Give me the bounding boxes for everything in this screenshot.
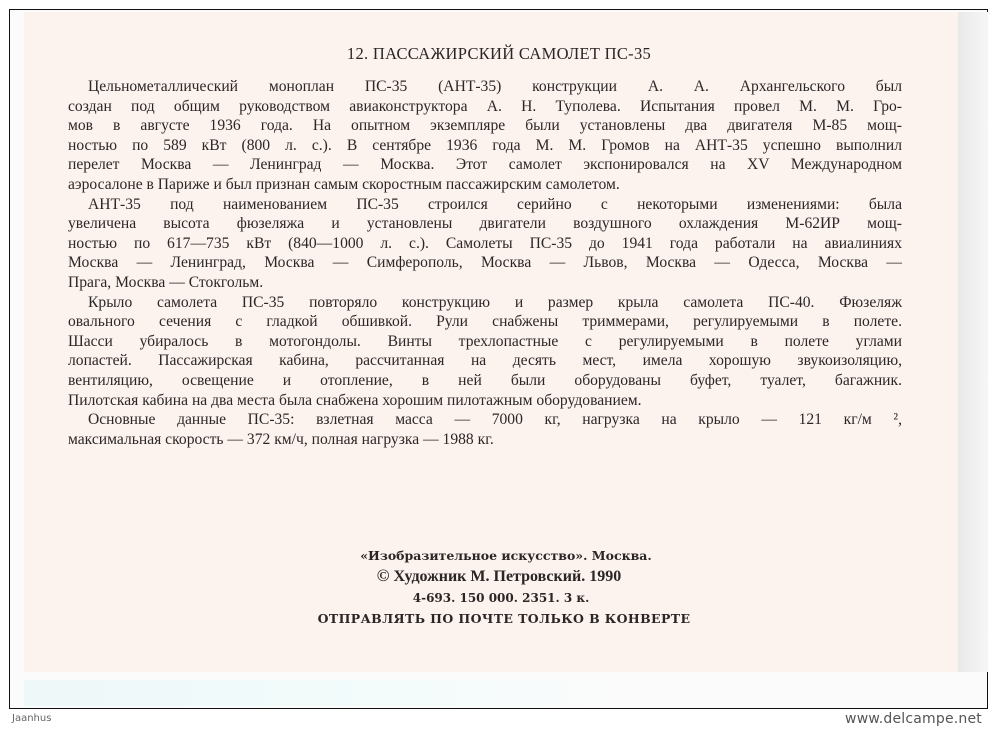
text-line: Цельнометаллический моноплан ПС-35 (АНТ-35) конструкции А. А. Архангельского был <box>88 78 902 95</box>
text-line: овального сечения с гладкой обшивкой. Рули снабжены триммерами, регулируемыми в полете. <box>68 313 902 331</box>
paragraph-production <box>68 195 902 293</box>
text-line: лопастей. Пассажирская кабина, рассчитанная на десять мест, имела хорошую звукоизоляцию, <box>68 352 902 370</box>
scan-bottom-strip <box>24 680 624 706</box>
site-watermark: www.delcampe.net <box>845 711 982 727</box>
text-line: максимальная скорость — 372 км/ч, полная нагрузка — 1988 кг. <box>68 430 494 448</box>
page-title: 12. ПАССАЖИРСКИЙ САМОЛЕТ ПС-35 <box>346 44 652 63</box>
text-line: АНТ-35 под наименованием ПС-35 строился серийно с некоторыми изменениями: была <box>88 195 902 213</box>
paragraph-history <box>68 77 902 195</box>
text-line: мов в августе 1936 года. На опытном экземпляре были установлены два двигателя М-85 мощ- <box>68 117 902 135</box>
text-line: Основные данные ПС-35: взлетная масса — 7000 кг, нагрузка на крыло — 121 кг/м ², <box>88 411 902 429</box>
text-line: аэросалоне в Париже и был признан самым скоростным пассажирским самолетом. <box>68 175 620 193</box>
text-line: ностью по 589 кВт (800 л. с.). В сентябре 1936 года М. М. Громов на АНТ-35 успешно выполнил <box>68 136 902 154</box>
publisher-line: «Изобразительное искусство». Москва. <box>360 548 652 563</box>
artist-name: Художник М. Петровский. 1990 <box>393 568 622 585</box>
uploader-name: Jaanhus <box>12 713 52 724</box>
text-line: Крыло самолета ПС-35 повторяло конструкцию и размер крыла самолета ПС-40. Фюзеляж <box>88 293 902 311</box>
copyright-icon: © <box>376 566 390 585</box>
artist-line <box>0 566 998 586</box>
text-line: Москва — Ленинград, Москва — Симферополь, Москва — Львов, Москва — Одесса, Москва — <box>68 254 902 272</box>
publisher-credits <box>0 548 998 626</box>
paragraph-specs <box>68 410 902 449</box>
text-line: создан под общим руководством авиаконструктора А. Н. Туполева. Испытания провел М. М. Гро- <box>68 97 902 115</box>
description-text <box>68 77 902 449</box>
text-line: вентиляцию, освещение и отопление, в ней были оборудованы буфет, туалет, багажник. <box>68 371 902 389</box>
text-line: ностью по 617—735 кВт (840—1000 л. с.). Самолеты ПС-35 до 1941 года работали на авиалиниях <box>68 234 902 252</box>
text-line: Пилотская кабина на два места была снабжена хорошим пилотажным оборудованием. <box>68 391 642 409</box>
print-code: 4-693. 150 000. 2351. 3 к. <box>412 591 590 605</box>
text-line: Шасси убиралось в мотогондолы. Винты трехлопастные с регулируемыми в полете углами <box>68 332 902 350</box>
text-line: Прага, Москва — Стокгольм. <box>68 273 264 291</box>
text-line: перелет Москва — Ленинград — Москва. Этот самолет экспонировался на XV Международном <box>68 156 902 174</box>
text-line: увеличена высота фюзеляжа и установлены двигатели воздушного охлаждения М-62ИР мощ- <box>68 215 902 233</box>
mailing-note: ОТПРАВЛЯТЬ ПО ПОЧТЕ ТОЛЬКО В КОНВЕРТЕ <box>317 611 691 626</box>
paragraph-design <box>68 293 902 411</box>
